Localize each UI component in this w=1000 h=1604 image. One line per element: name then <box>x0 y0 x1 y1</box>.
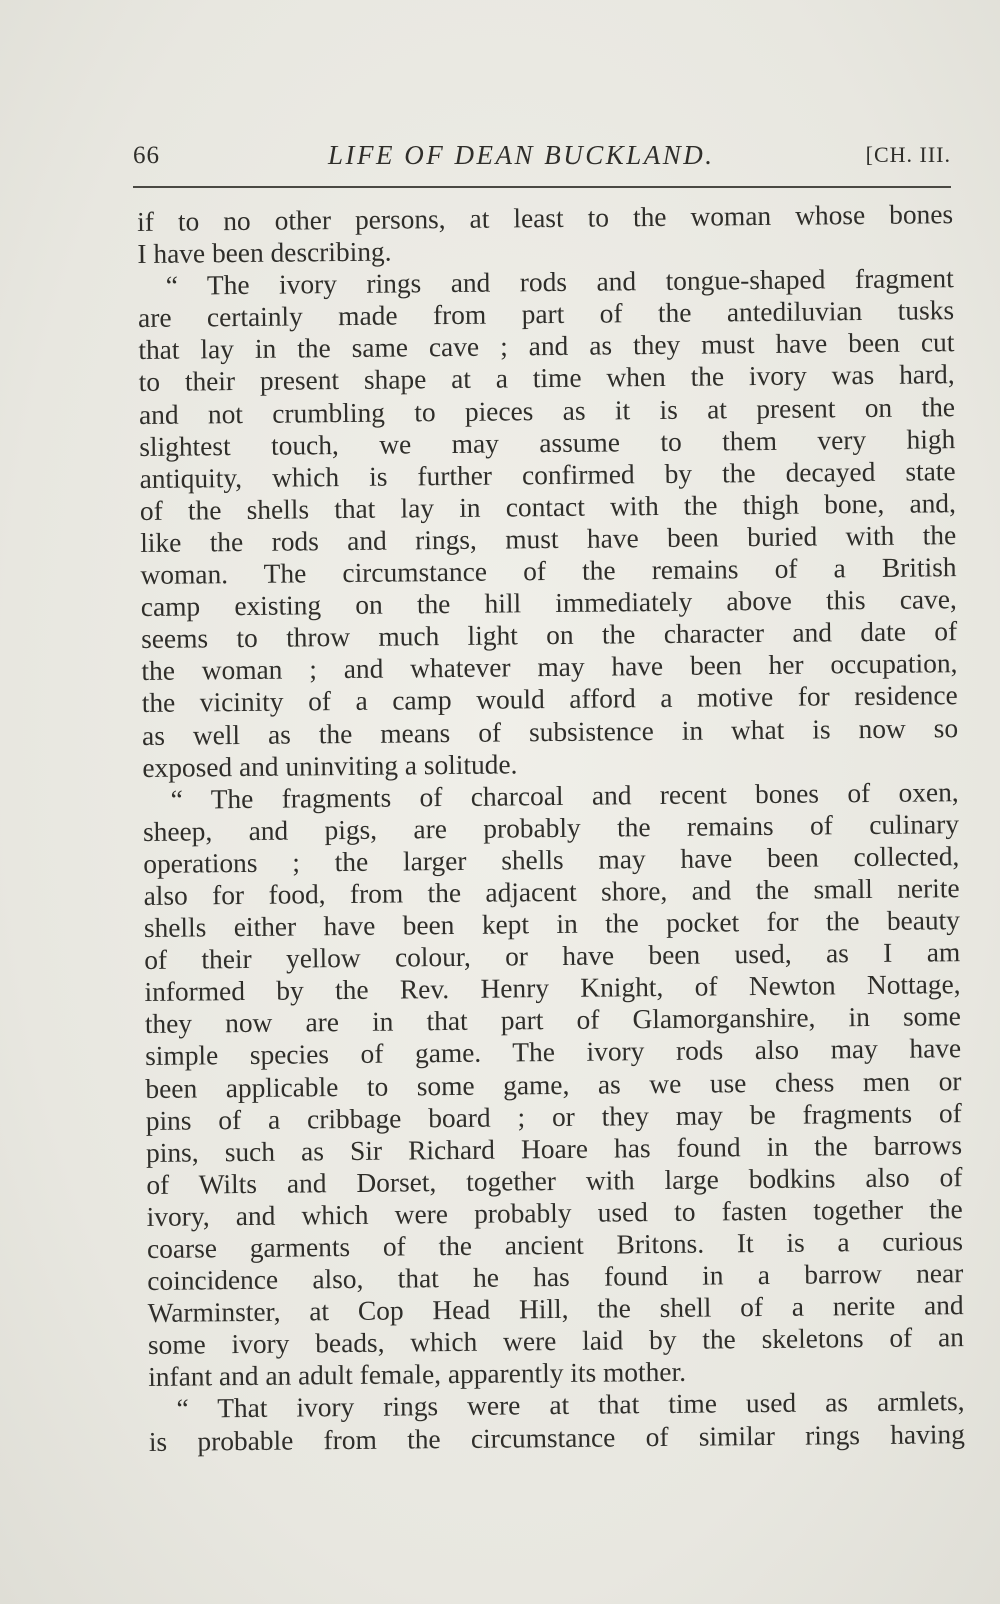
running-title: LIFE OF DEAN BUCKLAND. <box>328 140 715 170</box>
text-line: informed by the Rev. Henry Knight, of Newton Nottage, <box>144 969 961 1008</box>
body-text <box>137 198 965 1457</box>
text-line: simple species of game. The ivory rods also may have <box>145 1033 962 1072</box>
text-line: ivory, and which were probably used to fasten together the <box>146 1194 963 1232</box>
page-number: 66 <box>133 142 160 169</box>
text-line: that lay in the same cave ; and as they must have been cut <box>138 327 955 366</box>
text-line: I have been describing. <box>137 236 392 270</box>
text-line: as well as the means of subsistence in what is now so <box>141 712 959 751</box>
text-line: slightest touch, we may assume to them very high <box>139 423 956 462</box>
text-line: and not crumbling to pieces as it is at present on the <box>138 391 956 430</box>
text-line: also for food, from the adjacent shore, and the small nerite <box>143 873 960 911</box>
text-line: Warminster, at Cop Head Hill, the shell of a nerite and <box>147 1290 964 1329</box>
text-line: pins, such as Sir Richard Hoare has found in the barrows <box>145 1129 963 1168</box>
text-line: are certainly made from part of the antediluvian tusks <box>137 295 955 334</box>
header-rule <box>133 186 951 188</box>
text-line: “ The ivory rings and rods and tongue-shaped fragment <box>165 263 954 301</box>
text-line: sheep, and pigs, are probably the remains of culinary <box>142 808 960 847</box>
text-line: if to no other persons, at least to the woman whose bones <box>137 199 954 237</box>
text-line: coincidence also, that he has found in a barrow near <box>147 1258 964 1297</box>
text-line: operations ; the larger shells may have been collected, <box>143 841 960 879</box>
text-line: been applicable to some game, as we use chess men or <box>145 1065 962 1104</box>
text-line: antiquity, which is further confirmed by the decayed state <box>139 455 956 494</box>
text-line: is probable from the circumstance of similar rings having <box>148 1418 965 1457</box>
text-line: exposed and uninviting a solitude. <box>142 748 518 783</box>
text-line: some ivory beads, which were laid by the skeletons of an <box>147 1322 965 1361</box>
text-line: like the rods and rings, must have been buried with the <box>140 520 957 558</box>
text-line: shells either have been kept in the pocket for the beauty <box>143 905 961 944</box>
text-line: seems to throw much light on the character and date of <box>141 616 958 655</box>
text-line: woman. The circumstance of the remains of a British <box>140 552 957 591</box>
text-line: the woman ; and whatever may have been her occupation, <box>141 648 958 687</box>
text-line: coarse garments of the ancient Britons. It is a curious <box>146 1226 964 1264</box>
text-line: to their present shape at a time when the ivory was hard, <box>138 359 955 398</box>
text-line: “ The fragments of charcoal and recent bones of oxen, <box>170 776 959 815</box>
text-line: they now are in that part of Glamorganshire, in some <box>144 1001 961 1040</box>
text-line: infant and an adult female, apparently its mother. <box>148 1357 687 1393</box>
text-line: “ That ivory rings were at that time used as armlets, <box>176 1386 965 1425</box>
text-line: the vicinity of a camp would afford a motive for residence <box>141 680 958 719</box>
text-line: of their yellow colour, or have been used, as I am <box>144 937 961 976</box>
text-line: of Wilts and Dorset, together with large bodkins also of <box>146 1161 963 1200</box>
page-header <box>133 138 951 178</box>
text-line: pins of a cribbage board ; or they may be fragments of <box>145 1097 962 1136</box>
chapter-reference: [CH. III. <box>865 142 951 167</box>
text-line: camp existing on the hill immediately above this cave, <box>140 584 957 623</box>
text-line: of the shells that lay in contact with the thigh bone, and, <box>139 487 957 526</box>
